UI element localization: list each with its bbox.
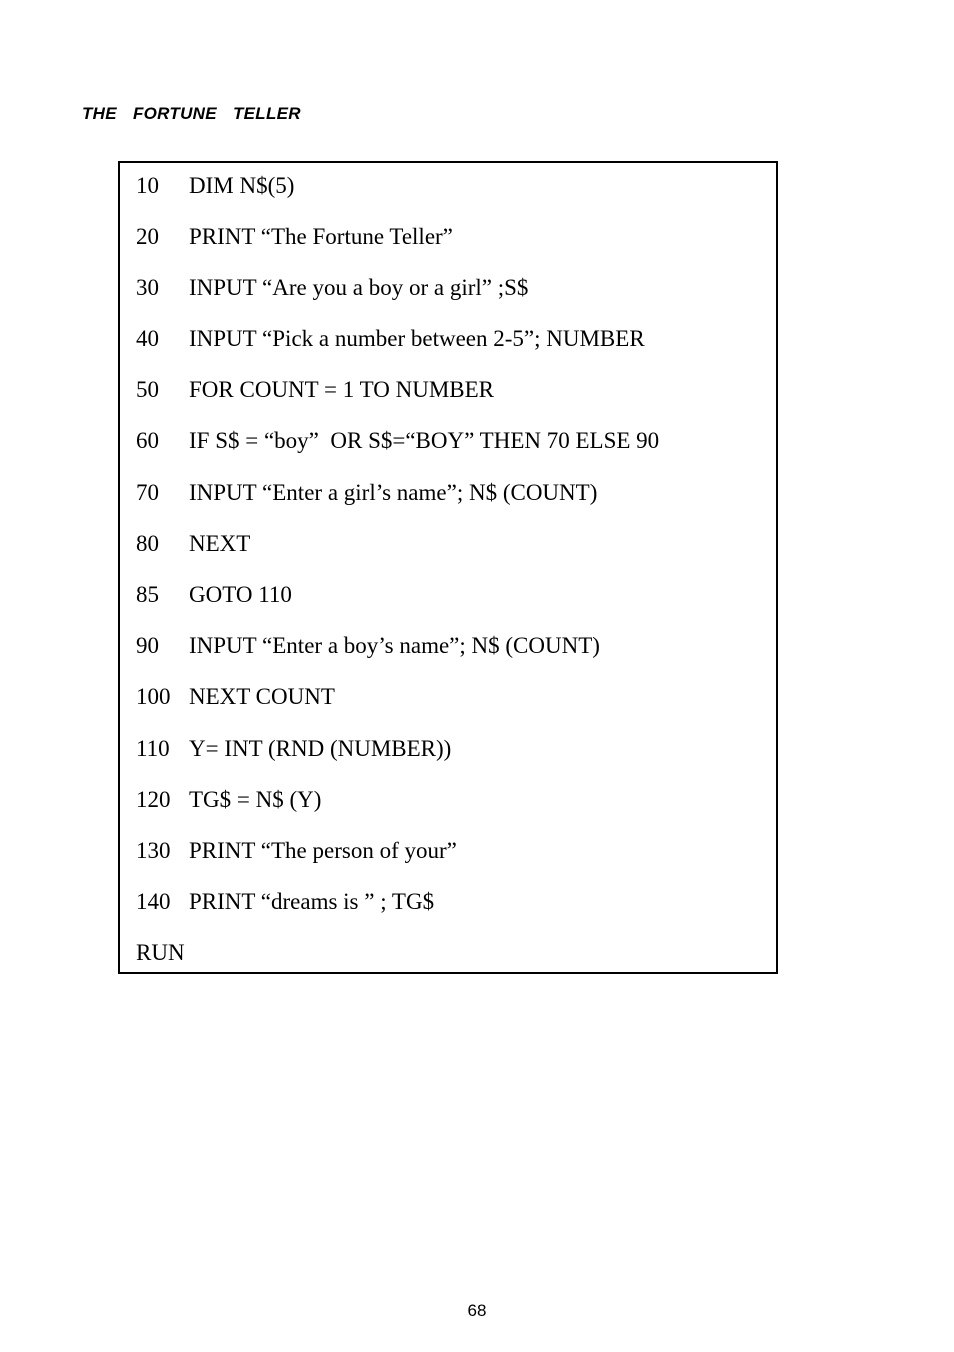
statement: NEXT COUNT [189,684,335,709]
code-line [136,222,453,252]
line-number: 60 [136,428,159,453]
statement: INPUT “Pick a number between 2-5”; NUMBER [189,326,645,351]
statement: DIM N$(5) [189,173,295,198]
code-line [136,580,292,610]
code-line [136,734,452,764]
line-number: 20 [136,224,159,249]
line-number: 90 [136,633,159,658]
code-line [136,631,600,661]
code-line [136,836,457,866]
code-line [136,887,435,917]
program-listing [118,161,778,974]
statement: PRINT “The Fortune Teller” [189,224,453,249]
line-number: 100 [136,684,171,709]
line-number: 85 [136,582,159,607]
line-number: 140 [136,889,171,914]
section-title: THE FORTUNE TELLER [82,104,301,123]
code-line [136,529,251,559]
statement: NEXT [189,531,251,556]
page-number: 68 [467,1301,487,1320]
statement: GOTO 110 [189,582,292,607]
code-line [136,171,295,201]
statement: PRINT “dreams is ” ; TG$ [189,889,435,914]
statement: FOR COUNT = 1 TO NUMBER [189,377,494,402]
code-line [136,375,494,405]
statement: INPUT “Enter a boy’s name”; N$ (COUNT) [189,633,600,658]
code-line [136,324,645,354]
code-line [136,682,335,712]
code-line [136,785,322,815]
run-command-line [136,938,185,968]
statement: PRINT “The person of your” [189,838,457,863]
line-number: 70 [136,480,159,505]
line-number: 110 [136,736,170,761]
statement: TG$ = N$ (Y) [189,787,322,812]
statement: INPUT “Enter a girl’s name”; N$ (COUNT) [189,480,598,505]
line-number: 50 [136,377,159,402]
statement: INPUT “Are you a boy or a girl” ;S$ [189,275,529,300]
line-number: 40 [136,326,159,351]
line-number: 10 [136,173,159,198]
code-line [136,273,529,303]
line-number: 120 [136,787,171,812]
line-number: 30 [136,275,159,300]
code-line [136,478,598,508]
statement: IF S$ = “boy” OR S$=“BOY” THEN 70 ELSE 90 [189,428,660,453]
line-number: 130 [136,838,171,863]
statement: Y= INT (RND (NUMBER)) [189,736,452,761]
code-line [136,426,660,456]
line-number: 80 [136,531,159,556]
run-command: RUN [136,940,185,965]
